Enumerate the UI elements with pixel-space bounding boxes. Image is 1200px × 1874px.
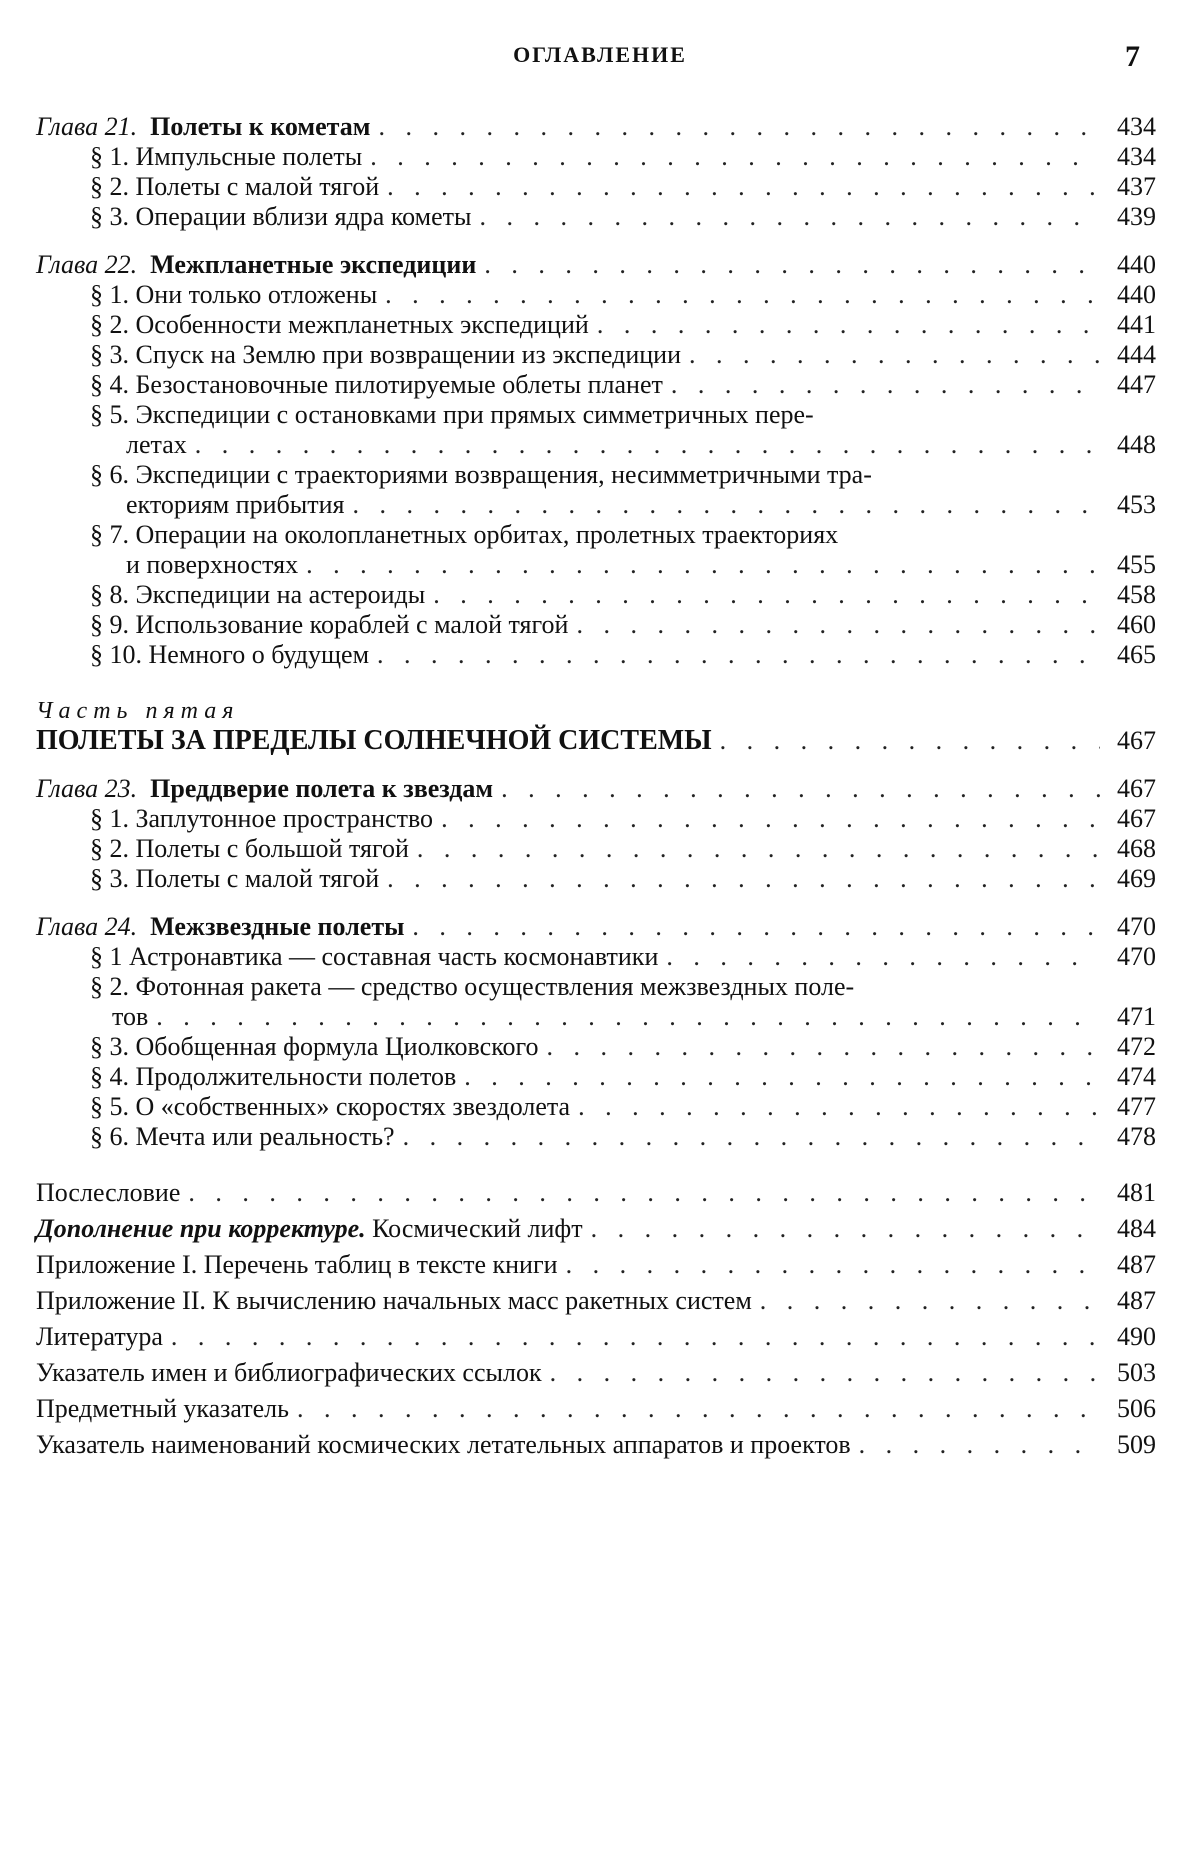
toc-back-matter[interactable] xyxy=(36,1214,1156,1244)
page-ref: 484 xyxy=(1117,1214,1156,1243)
page-ref: 474 xyxy=(1117,1062,1156,1091)
section-title: § 8. Экспедиции на астероиды xyxy=(90,580,426,609)
toc-chapter-23[interactable] xyxy=(36,774,1156,804)
page-ref: 487 xyxy=(1117,1250,1156,1279)
page-ref: 467 xyxy=(1117,726,1156,755)
page-ref: 434 xyxy=(1117,112,1156,141)
leader-dots xyxy=(306,550,1100,580)
leader-dots xyxy=(378,112,1100,142)
part-title: ПОЛЕТЫ ЗА ПРЕДЕЛЫ СОЛНЕЧНОЙ СИСТЕМЫ xyxy=(36,725,712,756)
page-ref: 440 xyxy=(1117,280,1156,309)
leader-dots xyxy=(760,1286,1100,1316)
toc-section[interactable] xyxy=(36,1122,1156,1152)
leader-dots xyxy=(576,610,1100,640)
toc-section[interactable] xyxy=(36,202,1156,232)
toc-section[interactable] xyxy=(36,834,1156,864)
page-ref: 471 xyxy=(1117,1002,1156,1031)
section-title: § 1. Они только отложены xyxy=(90,280,378,309)
toc-back-matter[interactable] xyxy=(36,1358,1156,1388)
section-title-line1: § 6. Экспедиции с траекториями возвращения, несимметричными тра- xyxy=(90,460,872,489)
page-ref: 453 xyxy=(1117,490,1156,519)
page-ref: 455 xyxy=(1117,550,1156,579)
leader-dots xyxy=(566,1250,1100,1280)
leader-dots xyxy=(479,202,1100,232)
toc-section[interactable] xyxy=(36,340,1156,370)
toc-section[interactable] xyxy=(36,864,1156,894)
leader-dots xyxy=(689,340,1100,370)
leader-dots xyxy=(412,912,1100,942)
section-title: § 1. Импульсные полеты xyxy=(90,142,363,171)
entry-title: Указатель имен и библиографических ссылок xyxy=(36,1358,542,1387)
entry-title: Предметный указатель xyxy=(36,1394,290,1423)
leader-dots xyxy=(484,250,1100,280)
page-ref: 444 xyxy=(1117,340,1156,369)
toc-chapter-22[interactable] xyxy=(36,250,1156,280)
running-title: ОГЛАВЛЕНИЕ xyxy=(513,42,687,67)
leader-dots xyxy=(403,1122,1100,1152)
toc-chapter-21[interactable] xyxy=(36,112,1156,142)
section-title-line2: летах xyxy=(126,430,187,459)
toc-section[interactable] xyxy=(36,1062,1156,1092)
page-ref: 506 xyxy=(1117,1394,1156,1423)
section-title: § 2. Особенности межпланетных экспедиций xyxy=(90,310,589,339)
section-title: § 10. Немного о будущем xyxy=(90,640,370,669)
page-ref: 460 xyxy=(1117,610,1156,639)
section-title: § 2. Полеты с большой тягой xyxy=(90,834,409,863)
chapter-title: Полеты к кометам xyxy=(150,112,371,141)
section-title: § 3. Обобщенная формула Циолковского xyxy=(90,1032,539,1061)
leader-dots xyxy=(720,726,1100,756)
leader-dots xyxy=(387,864,1100,894)
leader-dots xyxy=(297,1394,1100,1424)
page-ref: 439 xyxy=(1117,202,1156,231)
chapter-prefix: Глава 24. xyxy=(36,912,138,941)
section-title: § 3. Полеты с малой тягой xyxy=(90,864,380,893)
leader-dots xyxy=(666,942,1100,972)
page-ref: 503 xyxy=(1117,1358,1156,1387)
page-ref: 481 xyxy=(1117,1178,1156,1207)
section-title: § 2. Полеты с малой тягой xyxy=(90,172,380,201)
section-title: § 1. Заплутонное пространство xyxy=(90,804,434,833)
table-of-contents xyxy=(36,112,1156,1460)
leader-dots xyxy=(591,1214,1100,1244)
leader-dots xyxy=(385,280,1100,310)
page-ref: 467 xyxy=(1117,774,1156,803)
page-ref: 470 xyxy=(1117,942,1156,971)
leader-dots xyxy=(433,580,1100,610)
section-title-line2: екториям прибытия xyxy=(126,490,345,519)
section-title-line2: тов xyxy=(112,1002,149,1031)
section-title: § 6. Мечта или реальность? xyxy=(90,1122,395,1151)
chapter-title: Межзвездные полеты xyxy=(150,912,405,941)
leader-dots xyxy=(550,1358,1100,1388)
chapter-prefix: Глава 21. xyxy=(36,112,138,141)
page-ref: 440 xyxy=(1117,250,1156,279)
toc-back-matter[interactable] xyxy=(36,1394,1156,1424)
section-title-line2: и поверхностях xyxy=(126,550,299,579)
page-ref: 478 xyxy=(1117,1122,1156,1151)
entry-title: Указатель наименований космических летательных аппаратов и проектов xyxy=(36,1430,851,1459)
page-ref: 470 xyxy=(1117,912,1156,941)
section-title: § 5. О «собственных» скоростях звездолета xyxy=(90,1092,571,1121)
page-ref: 467 xyxy=(1117,804,1156,833)
entry-title: Приложение I. Перечень таблиц в тексте книги xyxy=(36,1250,558,1279)
page-ref: 441 xyxy=(1117,310,1156,339)
page-ref: 437 xyxy=(1117,172,1156,201)
entry-italic-prefix: Дополнение при корректуре. xyxy=(36,1214,366,1243)
leader-dots xyxy=(597,310,1100,340)
page-ref: 458 xyxy=(1117,580,1156,609)
section-title-line1: § 5. Экспедиции с остановками при прямых симметричных пере- xyxy=(90,400,814,429)
toc-back-matter[interactable] xyxy=(36,1286,1156,1316)
chapter-title: Преддверие полета к звездам xyxy=(150,774,494,803)
toc-back-matter[interactable] xyxy=(36,1250,1156,1280)
entry-title: Литература xyxy=(36,1322,163,1351)
leader-dots xyxy=(352,490,1100,520)
toc-section[interactable] xyxy=(36,580,1156,610)
leader-dots xyxy=(501,774,1100,804)
leader-dots xyxy=(417,834,1100,864)
toc-section[interactable] xyxy=(36,1032,1156,1062)
leader-dots xyxy=(171,1322,1100,1352)
leader-dots xyxy=(671,370,1100,400)
page-ref: 434 xyxy=(1117,142,1156,171)
chapter-prefix: Глава 23. xyxy=(36,774,138,803)
toc-section-wrapped[interactable] xyxy=(36,520,1156,580)
leader-dots xyxy=(578,1092,1100,1122)
section-title-line1: § 2. Фотонная ракета — средство осуществления межзвездных поле- xyxy=(90,972,855,1001)
toc-chapter-24[interactable] xyxy=(36,912,1156,942)
page-ref: 472 xyxy=(1117,1032,1156,1061)
leader-dots xyxy=(188,1178,1100,1208)
toc-section[interactable] xyxy=(36,142,1156,172)
toc-back-matter[interactable] xyxy=(36,1430,1156,1460)
toc-section-wrapped[interactable] xyxy=(36,400,1156,460)
page-ref: 448 xyxy=(1117,430,1156,459)
leader-dots xyxy=(370,142,1100,172)
toc-section[interactable] xyxy=(36,610,1156,640)
leader-dots xyxy=(387,172,1100,202)
toc-back-matter[interactable] xyxy=(36,1178,1156,1208)
page-ref: 469 xyxy=(1117,864,1156,893)
section-title: § 1 Астронавтика — составная часть космонавтики xyxy=(90,942,659,971)
section-title: § 3. Операции вблизи ядра кометы xyxy=(90,202,472,231)
section-title-line1: § 7. Операции на околопланетных орбитах, пролетных траекториях xyxy=(90,520,839,549)
entry-title: Приложение II. К вычислению начальных масс ракетных систем xyxy=(36,1286,752,1315)
chapter-prefix: Глава 22. xyxy=(36,250,138,279)
leader-dots xyxy=(547,1032,1100,1062)
toc-section-wrapped[interactable] xyxy=(36,972,1156,1032)
page-ref: 465 xyxy=(1117,640,1156,669)
page-number: 7 xyxy=(1125,40,1140,73)
section-title: § 4. Продолжительности полетов xyxy=(90,1062,457,1091)
entry-title: Послесловие xyxy=(36,1178,181,1207)
leader-dots xyxy=(464,1062,1100,1092)
toc-section[interactable] xyxy=(36,804,1156,834)
page-ref: 490 xyxy=(1117,1322,1156,1351)
toc-part-title[interactable] xyxy=(36,726,1156,756)
leader-dots xyxy=(156,1002,1100,1032)
leader-dots xyxy=(195,430,1100,460)
toc-section[interactable] xyxy=(36,1092,1156,1122)
toc-section-wrapped[interactable] xyxy=(36,460,1156,520)
leader-dots xyxy=(859,1430,1100,1460)
page-ref: 477 xyxy=(1117,1092,1156,1121)
toc-section[interactable] xyxy=(36,310,1156,340)
entry-title: Космический лифт xyxy=(372,1214,583,1243)
toc-section[interactable] xyxy=(36,640,1156,670)
leader-dots xyxy=(441,804,1100,834)
section-title: § 9. Использование кораблей с малой тягой xyxy=(90,610,569,639)
running-head xyxy=(0,40,1200,74)
toc-section[interactable] xyxy=(36,280,1156,310)
section-title: § 4. Безостановочные пилотируемые облеты планет xyxy=(90,370,663,399)
section-title: § 3. Спуск на Землю при возвращении из экспедиции xyxy=(90,340,681,369)
page-ref: 509 xyxy=(1117,1430,1156,1459)
page-ref: 468 xyxy=(1117,834,1156,863)
page-ref: 487 xyxy=(1117,1286,1156,1315)
toc-section[interactable] xyxy=(36,172,1156,202)
part-label: Часть пятая xyxy=(36,698,240,724)
leader-dots xyxy=(377,640,1100,670)
toc-back-matter[interactable] xyxy=(36,1322,1156,1352)
toc-section[interactable] xyxy=(36,370,1156,400)
page-ref: 447 xyxy=(1117,370,1156,399)
chapter-title: Межпланетные экспедиции xyxy=(150,250,477,279)
toc-section[interactable] xyxy=(36,942,1156,972)
